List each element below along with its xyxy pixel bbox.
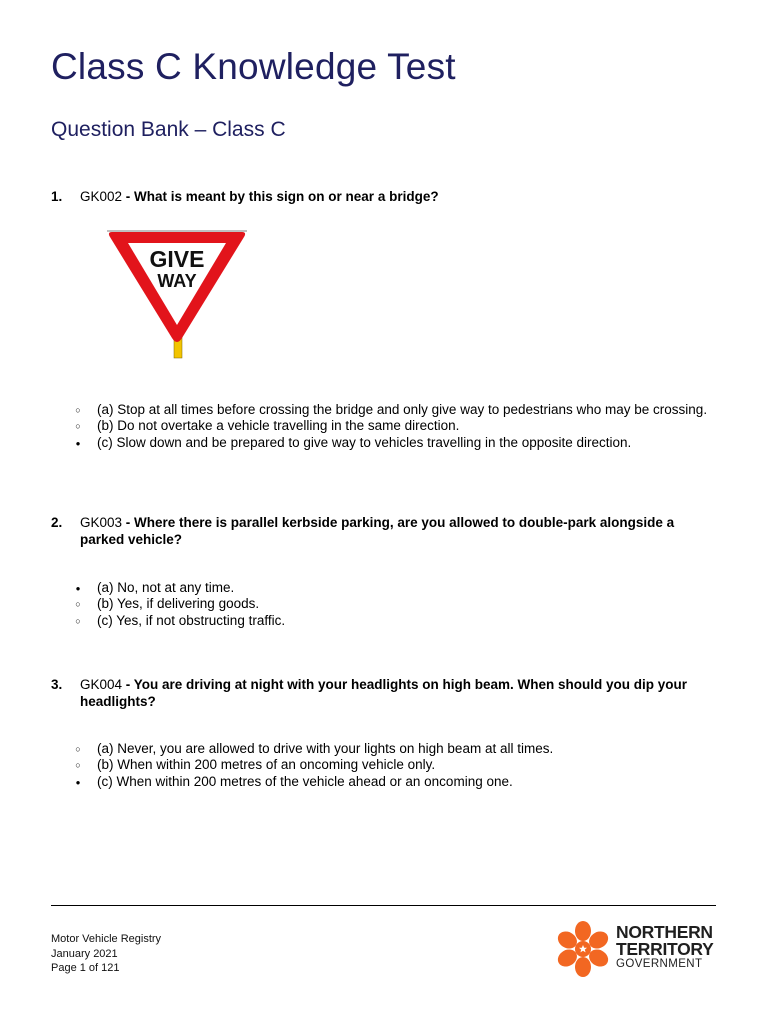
- answer-option-correct[interactable]: [51, 580, 721, 596]
- answer-option[interactable]: [51, 418, 721, 434]
- answer-text: (c) Slow down and be prepared to give way to vehicles travelling in the opposite direction.: [97, 434, 632, 450]
- question-text: [80, 676, 721, 710]
- answer-list-1: [51, 402, 721, 451]
- unselected-bullet-icon: [73, 418, 83, 434]
- question-2: [51, 514, 721, 548]
- correct-bullet-icon: [73, 435, 83, 452]
- footer-divider: [51, 905, 716, 906]
- footer-date: January 2021: [51, 947, 118, 960]
- unselected-bullet-icon: [73, 402, 83, 418]
- footer-department: Motor Vehicle Registry: [51, 933, 162, 945]
- answer-option-correct[interactable]: [51, 435, 721, 451]
- unselected-bullet-icon: [73, 757, 83, 773]
- answer-text: (b) Yes, if delivering goods.: [97, 596, 260, 612]
- answer-text: (a) No, not at any time.: [97, 580, 235, 595]
- answer-list-3: [51, 741, 721, 790]
- answer-text: (a) Stop at all times before crossing the bridge and only give way to pedestrians who may be crossing.: [97, 402, 708, 417]
- logo-text-northern: NORTHERN: [616, 922, 713, 942]
- question-code: GK002: [80, 189, 123, 204]
- question-heading: [51, 514, 721, 548]
- sign-text-give: GIVE: [149, 246, 205, 272]
- question-3: [51, 676, 721, 710]
- question-number: 3.: [51, 677, 63, 692]
- question-prompt: - You are driving at night with your headlights on high beam. When should you dip your headlights?: [80, 677, 688, 709]
- give-way-sign-image: [104, 226, 250, 360]
- correct-bullet-icon: [73, 774, 83, 791]
- answer-text: (b) Do not overtake a vehicle travelling in the same direction.: [97, 418, 460, 434]
- unselected-bullet-icon: [73, 596, 83, 612]
- question-heading: [51, 188, 721, 205]
- question-number: 1.: [51, 189, 63, 204]
- answer-text: (c) When within 200 metres of the vehicle ahead or an oncoming one.: [97, 773, 513, 789]
- question-code: GK004: [80, 677, 123, 692]
- question-prompt: - What is meant by this sign on or near a bridge?: [122, 189, 439, 204]
- answer-text: (b) When within 200 metres of an oncoming vehicle only.: [97, 757, 436, 773]
- footer-info: [51, 932, 161, 976]
- logo-wordmark: [616, 924, 713, 970]
- answer-option[interactable]: [51, 613, 721, 629]
- unselected-bullet-icon: [73, 613, 83, 629]
- answer-option-correct[interactable]: [51, 774, 721, 790]
- correct-bullet-icon: [73, 580, 83, 597]
- question-1: [51, 188, 721, 205]
- answer-option[interactable]: [51, 402, 721, 418]
- question-number: 2.: [51, 515, 63, 530]
- question-heading: [51, 676, 721, 710]
- answer-text: (a) Never, you are allowed to drive with your lights on high beam at all times.: [97, 741, 554, 756]
- footer-page-number: Page 1 of 121: [51, 962, 120, 974]
- page-title: Class C Knowledge Test: [51, 46, 456, 87]
- logo-text-territory: TERRITORY: [616, 939, 714, 959]
- page-subtitle: Question Bank – Class C: [51, 118, 286, 141]
- answer-text: (c) Yes, if not obstructing traffic.: [97, 612, 286, 628]
- question-text: [80, 514, 721, 548]
- sign-text-way: WAY: [157, 271, 197, 291]
- logo-text-government: GOVERNMENT: [616, 958, 703, 970]
- answer-option[interactable]: [51, 741, 721, 757]
- answer-option[interactable]: [51, 757, 721, 773]
- question-text: [80, 188, 721, 205]
- question-prompt: - Where there is parallel kerbside parking, are you allowed to double-park alongside a parked vehicle?: [80, 515, 675, 547]
- question-code: GK003: [80, 515, 123, 530]
- answer-option[interactable]: [51, 596, 721, 612]
- unselected-bullet-icon: [73, 741, 83, 757]
- answer-list-2: [51, 580, 721, 629]
